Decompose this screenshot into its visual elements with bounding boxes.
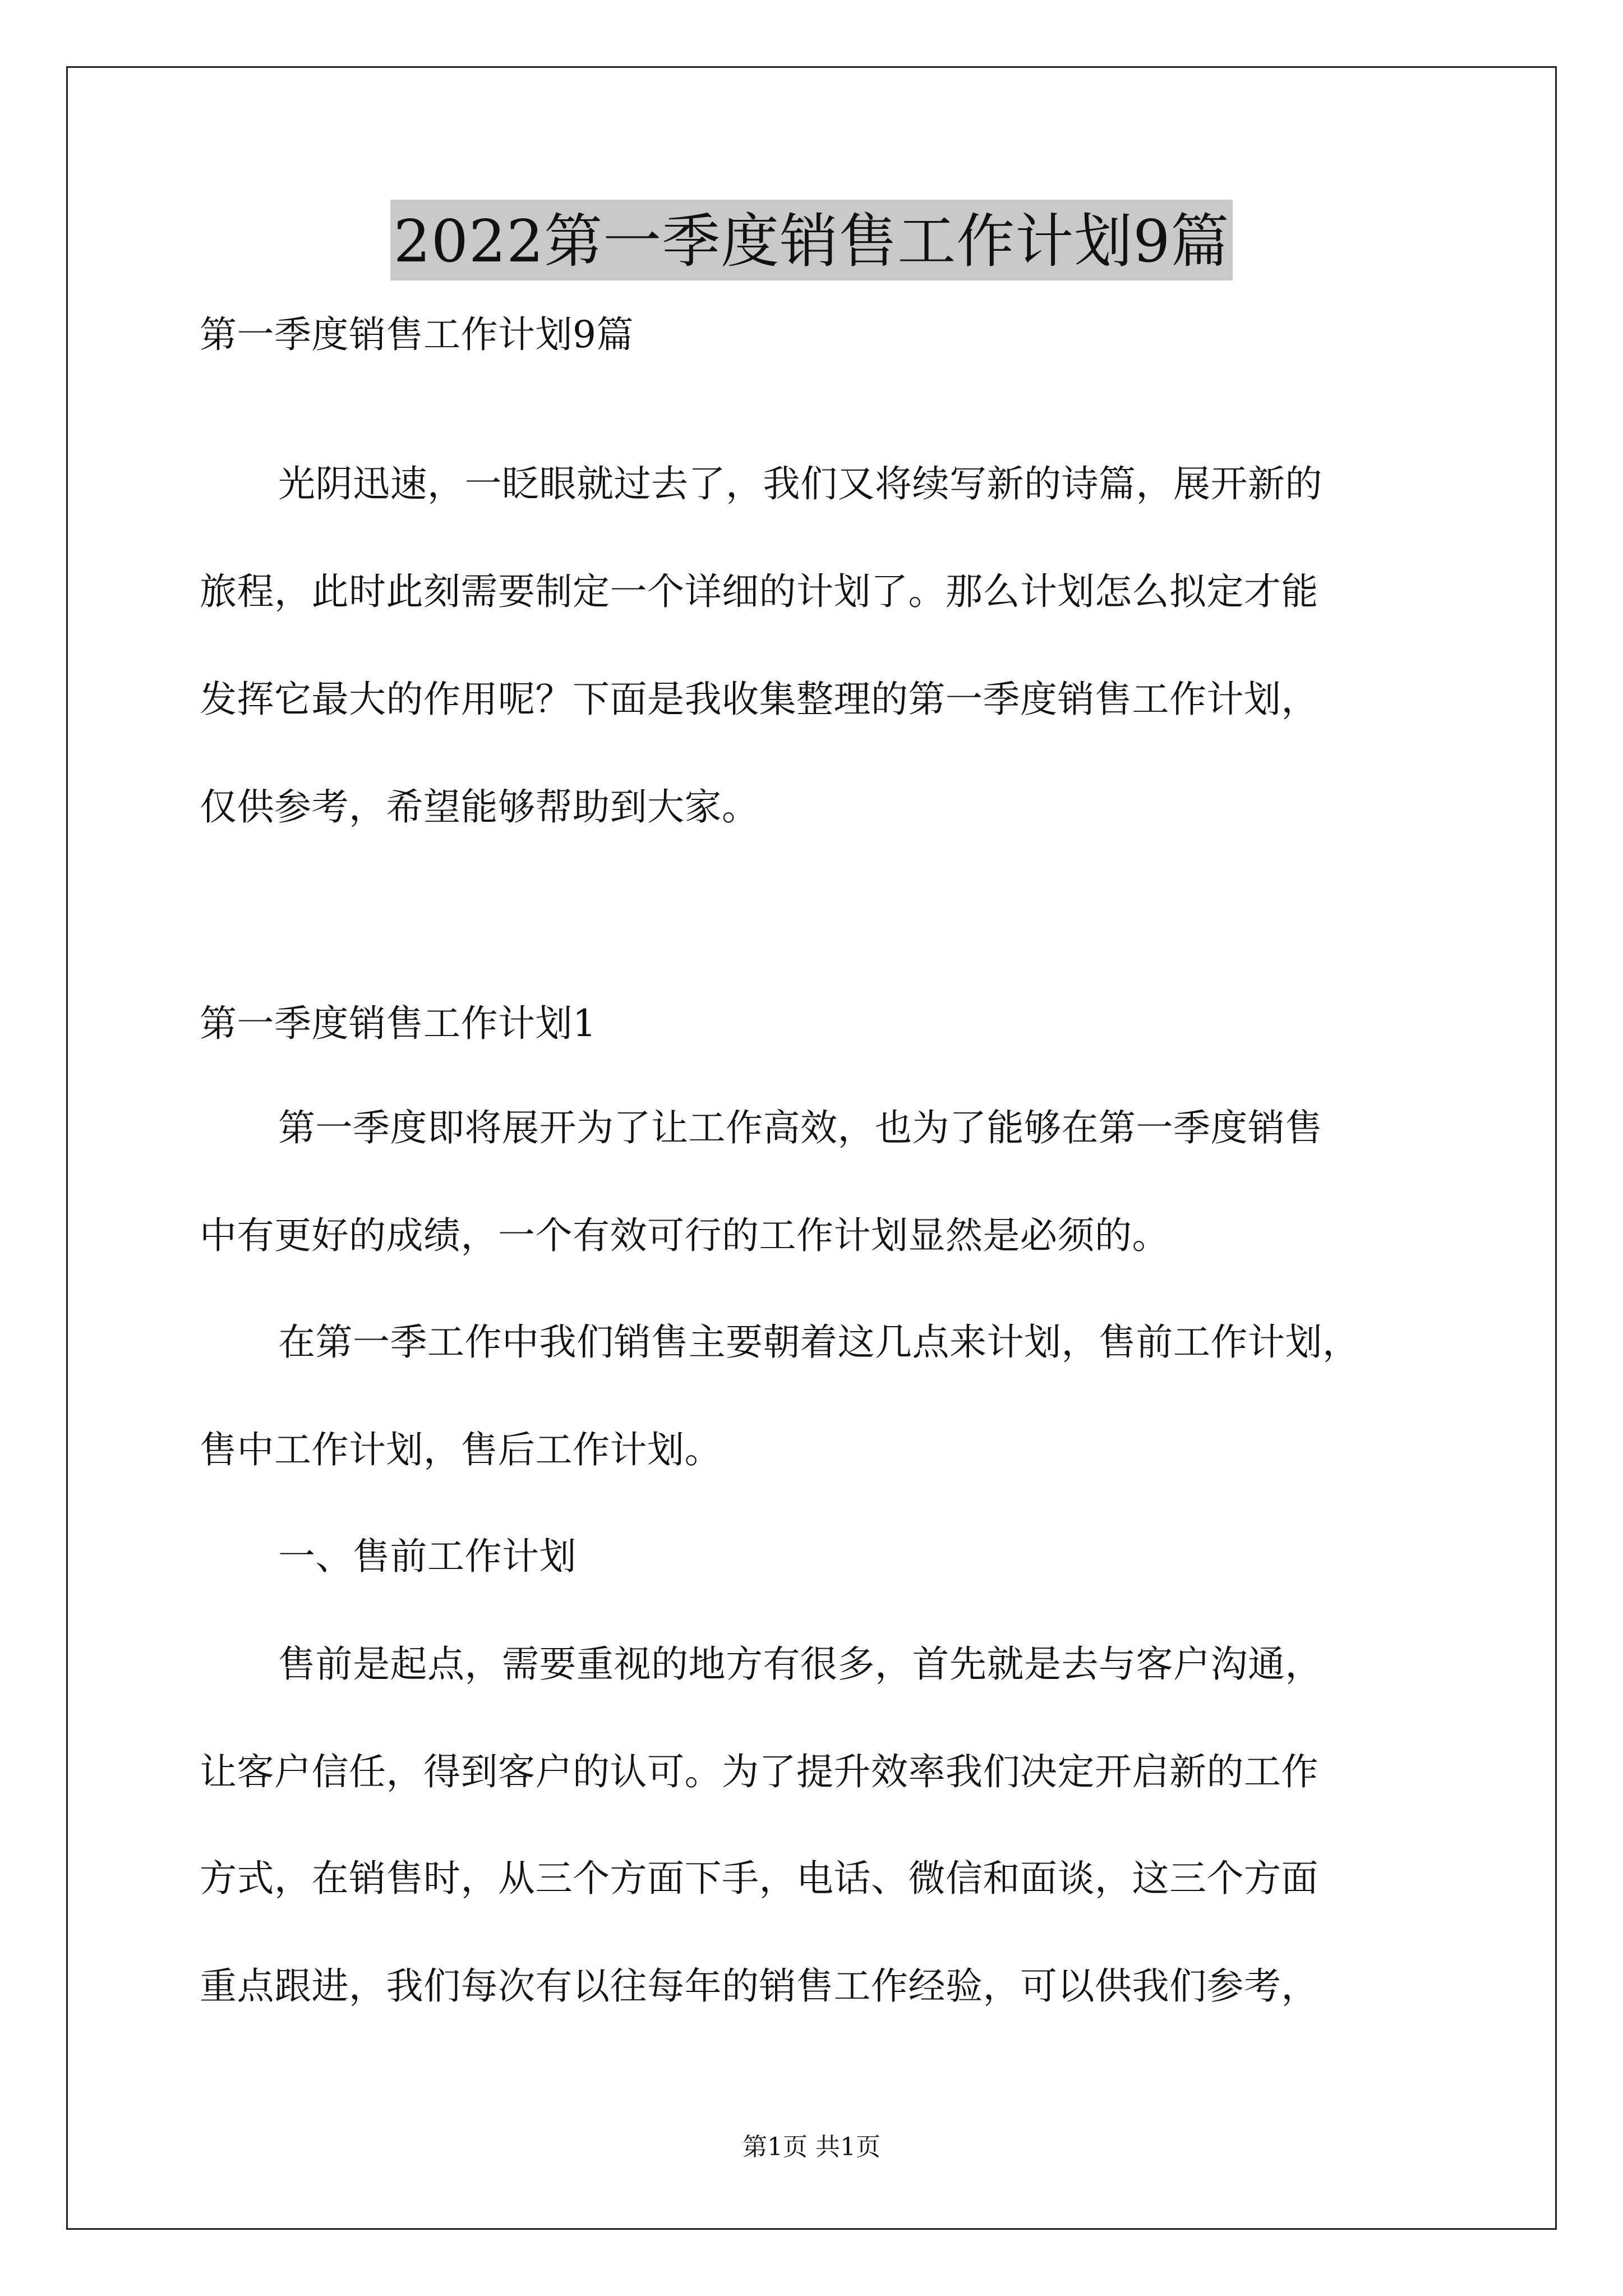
body-line: 在第一季工作中我们销售主要朝着这几点来计划，售前工作计划，: [278, 1320, 1360, 1364]
body-line: 第一季度即将展开为了让工作高效，也为了能够在第一季度销售: [278, 1106, 1322, 1149]
page-footer: 第1页 共1页: [743, 2133, 880, 2161]
body-line: 第一季度销售工作计划9篇: [200, 313, 634, 356]
body-line: 售前是起点，需要重视的地方有很多，首先就是去与客户沟通，: [278, 1642, 1322, 1686]
body-line: 第一季度销售工作计划1: [200, 1002, 597, 1045]
title-container: [0, 200, 1623, 280]
body-line: 让客户信任，得到客户的认可。为了提升效率我们决定开启新的工作: [200, 1750, 1318, 1793]
body-line: 中有更好的成绩，一个有效可行的工作计划显然是必须的。: [200, 1214, 1169, 1257]
body-line: 发挥它最大的作用呢？下面是我收集整理的第一季度销售工作计划，: [200, 678, 1318, 721]
body-line: 一、售前工作计划: [278, 1535, 577, 1578]
body-line: 光阴迅速，一眨眼就过去了，我们又将续写新的诗篇，展开新的: [278, 462, 1322, 505]
body-line: 重点跟进，我们每次有以往每年的销售工作经验，可以供我们参考，: [200, 1964, 1318, 2008]
body-line: 仅供参考，希望能够帮助到大家。: [200, 785, 759, 829]
document-title: 2022第一季度销售工作计划9篇: [390, 200, 1233, 280]
body-line: 旅程，此时此刻需要制定一个详细的计划了。那么计划怎么拟定才能: [200, 570, 1318, 613]
body-line: 售中工作计划，售后工作计划。: [200, 1428, 722, 1471]
body-line: 方式，在销售时，从三个方面下手，电话、微信和面谈，这三个方面: [200, 1857, 1318, 1900]
